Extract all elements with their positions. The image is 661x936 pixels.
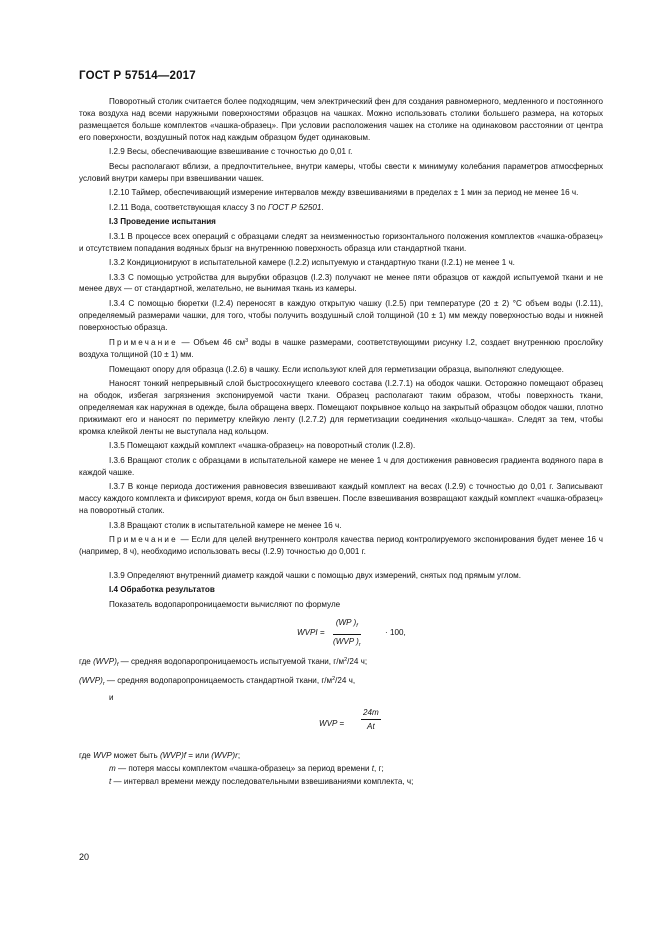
subscript: f — [356, 623, 358, 630]
standard-reference: ГОСТ Р 52501 — [267, 202, 322, 212]
formula-legend — [79, 750, 603, 789]
paragraph: I.3.3 С помощью устройства для вырубки образцов (I.2.3) получают не менее пяти образцов от каждой испытуемой ткани и не менее двух — от стандартной, желательно, не вынимая ткань из камеры. — [79, 272, 603, 294]
paragraph: Весы располагают вблизи, а предпочтительнее, внутри камеры, чтобы свести к минимуму колебания параметров атмосферных условий внутри камеры при взвешивании чашек. — [79, 161, 603, 183]
symbol: WVP — [93, 750, 112, 760]
formula-lhs: WVPI = — [297, 628, 325, 638]
subscript: r — [358, 642, 361, 649]
subscript: r — [102, 680, 105, 687]
page-number: 20 — [79, 852, 90, 862]
symbol: (WVP)f — [159, 750, 187, 760]
text: — потеря массы комплектом «чашка-образец» за период времени — [115, 763, 372, 773]
text: , г; — [374, 763, 384, 773]
text: может быть — [111, 750, 160, 760]
legend-item — [79, 674, 603, 691]
symbol: m — [109, 763, 116, 773]
paragraph: I.3.1 В процессе всех операций с образцами следят за неизменностью горизонтального положения комплектов «чашка-образец» и отсутствием попадания водяных брызг на внутреннюю поверхность образца или стандартной ткани. — [79, 231, 603, 253]
text: — средняя водопаропроницаемость стандартной ткани, г/м — [104, 675, 333, 685]
legend-item — [79, 750, 603, 762]
text: ; — [237, 750, 241, 760]
paragraph: I.3.2 Кондиционируют в испытательной камере (I.2.2) испытуемую и стандартную ткани (I.2.1) не менее 1 ч. — [109, 258, 515, 268]
text: воды в чашке размерами, соответствующими рисунку I.2, создает внутреннюю прослойку воздуха толщиной (10 ± 1) мм. — [79, 338, 603, 360]
text: где — [79, 750, 94, 760]
fraction-denominator — [333, 635, 361, 652]
paragraph — [79, 202, 603, 214]
document-body — [79, 96, 603, 790]
text: (WVP ) — [333, 637, 359, 647]
paragraph: I.2.9 Весы, обеспечивающие взвешивание с точностью до 0,01 г. — [109, 147, 353, 157]
text: (WP ) — [335, 618, 357, 628]
formula-wvpi — [79, 613, 603, 655]
symbol: (WVP) — [93, 657, 117, 667]
formula-fraction — [361, 707, 381, 734]
note — [79, 336, 603, 361]
formula-legend — [79, 655, 603, 704]
text: I.2.11 Вода, соответствующая классу 3 по — [109, 202, 268, 212]
text: — средняя водопаропроницаемость испытуемой ткани, г/м — [118, 657, 345, 667]
paragraph: I.3.9 Определяют внутренний диаметр каждой чашки с помощью двух измерений, снятых под прямым углом. — [109, 570, 521, 580]
text: — интервал времени между последовательными взвешиваниями комплекта, ч; — [111, 777, 414, 787]
text: — Если для целей внутреннего контроля качества период контролируемого экспонирования будет менее 16 ч (например, 8 ч), необходимо использовать весы (I.2.9) точностью до 0,001 г. — [79, 535, 603, 556]
paragraph: I.3.6 Вращают столик с образцами в испытательной камере не менее 1 ч для достижения равновесия градиента водяного пара в каждой чашке. — [79, 455, 603, 477]
paragraph: I.2.10 Таймер, обеспечивающий измерение интервалов между взвешиваниями в пределах ± 1 мин за период не менее 16 ч. — [109, 188, 579, 198]
conjunction: и — [109, 693, 114, 703]
formula-rhs: · 100, — [385, 628, 406, 638]
text: /24 ч, — [335, 675, 356, 685]
legend-item — [79, 763, 603, 775]
text: — Объем 46 см — [177, 338, 246, 348]
paragraph: I.3.5 Помещают каждый комплект «чашка-образец» на поворотный столик (I.2.8). — [109, 441, 416, 451]
text: . — [321, 202, 324, 212]
formula-wvp — [79, 706, 603, 750]
paragraph: I.3.8 Вращают столик в испытательной камере не менее 16 ч. — [109, 520, 342, 530]
page-header: ГОСТ Р 57514—2017 — [79, 70, 196, 82]
superscript: 3 — [245, 338, 249, 345]
formula-fraction — [333, 617, 361, 652]
legend-item — [79, 776, 603, 788]
formula-lhs: WVP = — [319, 718, 345, 728]
legend-item — [79, 655, 603, 672]
paragraph: Поворотный столик считается более подходящим, чем электрический фен для создания равномерного, медленного и постоянного тока воздуха над всеми наружными поверхностями образцов на чашках. Можно использовать столики большего размера, на которых размещается больше комплектов «чашка-образец». При условии расположения чашек на столике на одинаковом расстоянии от центра его поверхности, воздушный поток над каждым образцом будет одинаковым. — [79, 97, 603, 142]
fraction-numerator: 24m — [361, 707, 381, 721]
symbol: t — [109, 777, 112, 787]
text: = или — [186, 750, 212, 760]
paragraph: I.3.7 В конце периода достижения равновесия взвешивают каждый комплект на весах (I.2.9) с точностью до 0,01 г. Записывают массу каждого комплекта и фиксируют время, когда он был взвешен. После взвешивания возвращают каждый комплект «чашка-образец» на поворотный столик. — [79, 482, 604, 515]
subscript: f — [116, 662, 119, 669]
symbol: (WVP)r — [211, 750, 238, 760]
text: где — [79, 657, 94, 667]
paragraph: Наносят тонкий непрерывный слой быстросохнущего клеевого состава (I.2.7.1) на ободок чашки. Осторожно помещают образец на ободок, избегая загрязнения экспонируемой части ткани. Образец располагают таким образом, чтобы поверхность ткани, определяемая как наружная в одежде, была обращена вверх. Помещают покрывное кольцо на закрытый образцом ободок чашки, плотно прижимают его и наносят по периметру клейкую ленту (I.2.7.2) для герметизации соединения «кольцо-чашка». Следят за тем, чтобы кромка клейкой ленты не выступала над кольцом. — [79, 379, 603, 436]
paragraph: Помещают опору для образца (I.2.6) в чашку. Если используют клей для герметизации образца, выполняют следующее. — [109, 364, 564, 374]
symbol: (WVP) — [79, 675, 103, 685]
text: /24 ч; — [347, 657, 368, 667]
fraction-denominator: At — [367, 722, 375, 732]
paragraph: I.3.4 С помощью бюретки (I.2.4) переносят в каждую открытую чашку (I.2.5) при температуре (20 ± 2) °С объем воды (I.2.11), определяемый размерами чашки, для того, чтобы получить воздушный слой толщиной (10 ± 1) мм между поверхностью воды и нижней поверхностью образца. — [79, 298, 603, 332]
note-label: Примечание — [109, 338, 178, 348]
note — [79, 534, 603, 558]
section-heading: I.4 Обработка результатов — [109, 585, 215, 595]
fraction-numerator — [333, 617, 361, 635]
superscript: 2 — [332, 675, 336, 682]
superscript: 2 — [344, 657, 348, 664]
note-label: Примечание — [109, 535, 178, 544]
paragraph: Показатель водопаропроницаемости вычисляют по формуле — [109, 599, 341, 609]
section-heading: I.3 Проведение испытания — [109, 217, 216, 227]
symbol: t — [371, 763, 375, 773]
